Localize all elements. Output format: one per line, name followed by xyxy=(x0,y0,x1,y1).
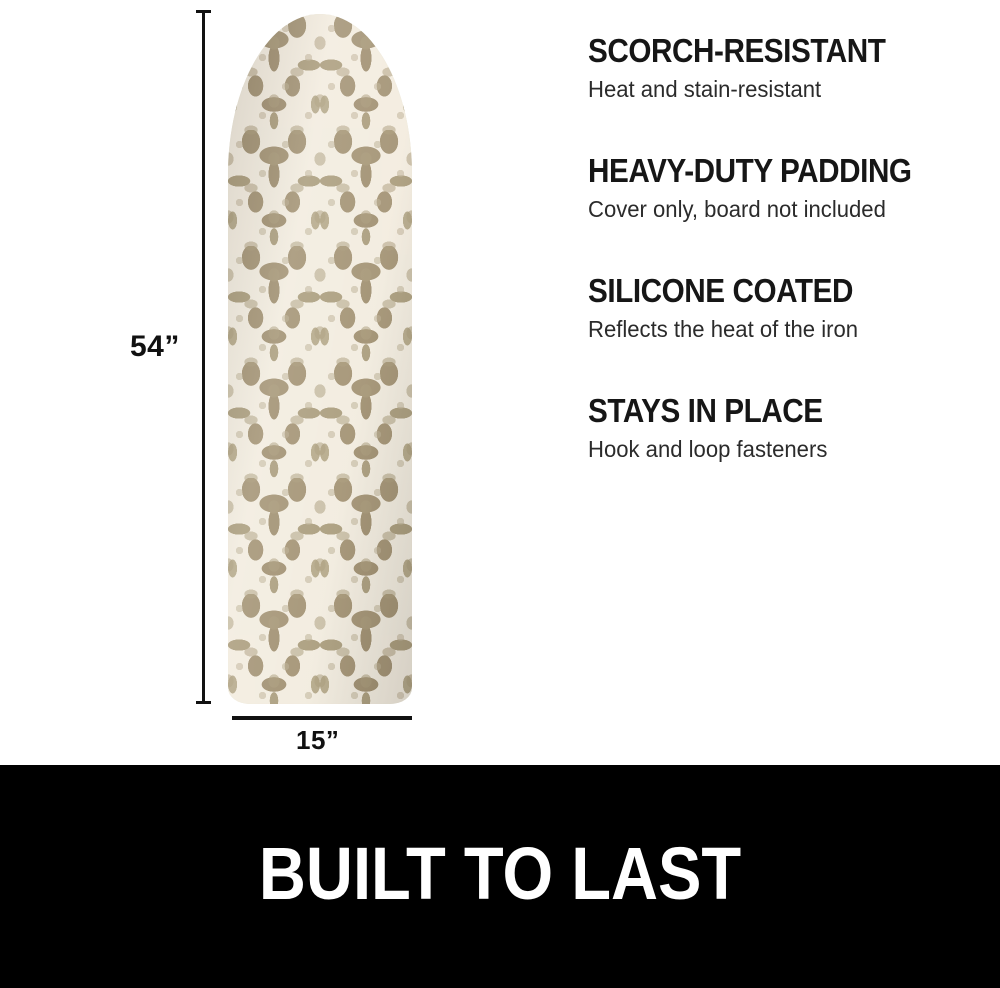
product-dimension-area xyxy=(0,0,560,765)
feature-title: HEAVY-DUTY PADDING xyxy=(588,152,912,190)
width-dimension-label: 15” xyxy=(296,725,340,755)
feature-item-scorch-resistant xyxy=(588,34,968,102)
feature-subtitle: Hook and loop fasteners xyxy=(588,435,828,462)
feature-item-stays-in-place xyxy=(588,394,968,462)
feature-item-silicone-coated xyxy=(588,274,968,342)
width-measure-line xyxy=(232,716,412,720)
ironing-board-cover-image xyxy=(228,14,412,704)
height-measure-cap-bottom xyxy=(196,701,211,704)
feature-title: STAYS IN PLACE xyxy=(588,392,823,430)
height-dimension-label: 54” xyxy=(130,330,180,363)
feature-item-heavy-duty-padding xyxy=(588,154,968,222)
fabric-shading-overlay xyxy=(228,14,412,704)
feature-title: SCORCH-RESISTANT xyxy=(588,32,886,69)
height-measure-cap-top xyxy=(196,10,211,13)
feature-title: SILICONE COATED xyxy=(588,272,853,310)
height-measure-line xyxy=(202,10,205,704)
banner-headline: BUILT TO LAST xyxy=(258,831,742,915)
feature-subtitle: Reflects the heat of the iron xyxy=(588,315,859,342)
feature-subtitle: Heat and stain-resistant xyxy=(588,75,822,102)
bottom-banner xyxy=(0,765,1000,988)
feature-subtitle: Cover only, board not included xyxy=(588,195,886,222)
feature-list xyxy=(588,34,968,462)
